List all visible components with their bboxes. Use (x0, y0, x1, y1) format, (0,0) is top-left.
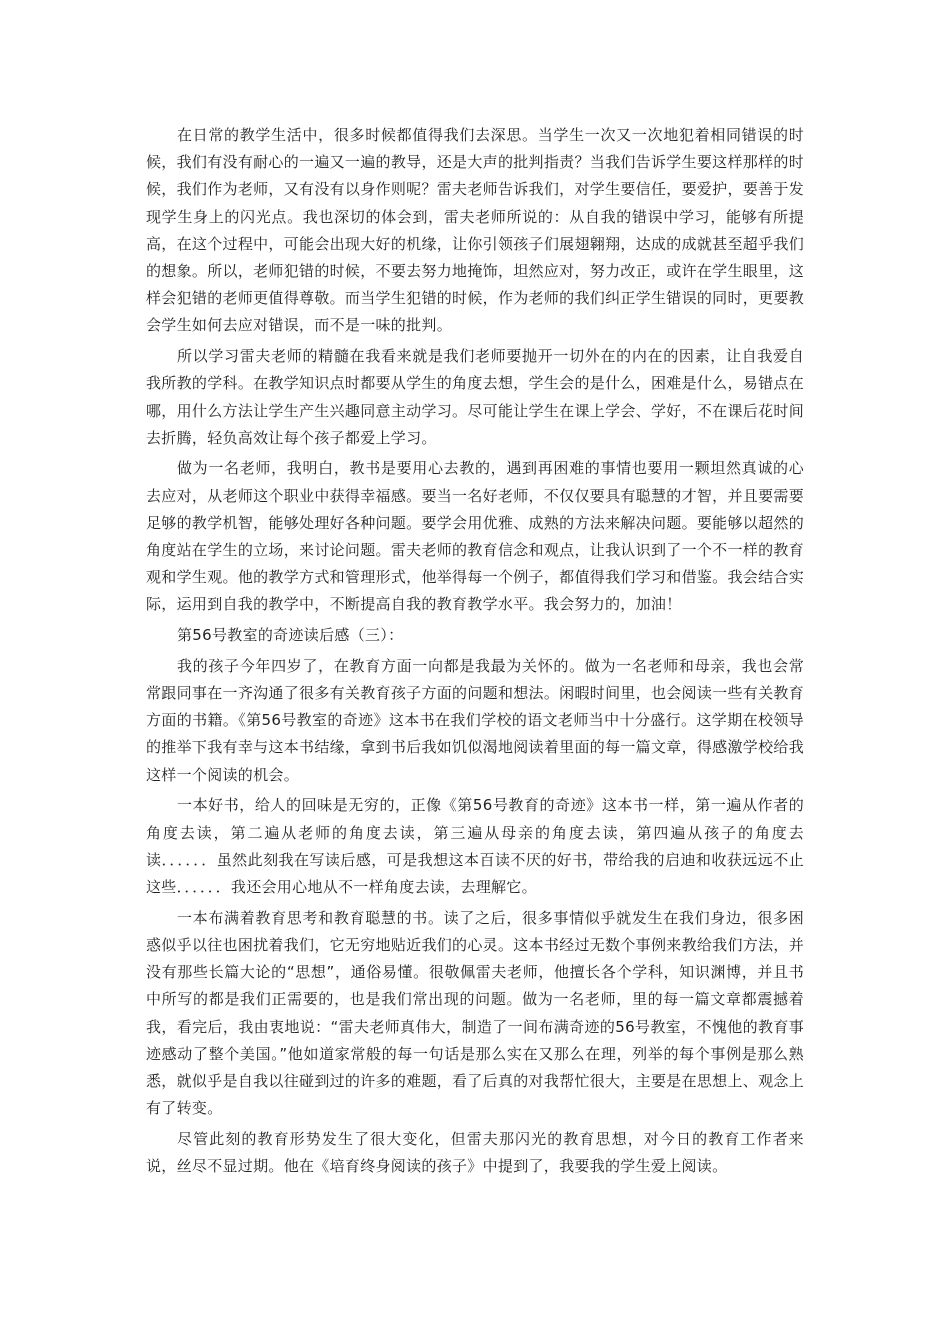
paragraph-3: 做为一名老师，我明白，教书是要用心去教的，遇到再困难的事情也要用一颗坦然真诚的心去应对，从老师这个职业中获得幸福感。要当一名好老师，不仅仅要具有聪慧的才智，并且要需要足够的教学机智，能够处理好各种问题。要学会用优雅、成熟的方法来解决问题。要能够以超然的角度站在学生的立场，来讨论问题。雷夫老师的教育信念和观点，让我认识到了一个不一样的教育观和学生观。他的教学方式和管理形式，他举得每一个例子，都值得我们学习和借鉴。我会结合实际，运用到自我的教学中，不断提高自我的教育教学水平。我会努力的，加油！ (146, 459, 804, 614)
section-heading: 第56号教室的奇迹读后感（三）： (177, 626, 404, 645)
paragraph-5: 一本好书，给人的回味是无穷的，正像《第56号教育的奇迹》这本书一样，第一遍从作者的角度去读，第二遍从老师的角度去读，第三遍从母亲的角度去读，第四遍从孩子的角度去读．．．．．．虽然此刻我在写读后感，可是我想这本百读不厌的好书，带给我的启迪和收获远远不止这些．．．．．．我还会用心地从不一样角度去读，去理解它。 (146, 796, 804, 896)
document-page (146, 122, 804, 1184)
paragraph-1: 在日常的教学生活中，很多时候都值得我们去深思。当学生一次又一次地犯着相同错误的时候，我们有没有耐心的一遍又一遍的教导，还是大声的批判指责？当我们告诉学生要这样那样的时候，我们作为老师，又有没有以身作则呢？雷夫老师告诉我们，对学生要信任，要爱护，要善于发现学生身上的闪光点。我也深切的体会到，雷夫老师所说的：从自我的错误中学习，能够有所提高，在这个过程中，可能会出现大好的机缘，让你引领孩子们展翅翱翔，达成的成就甚至超乎我们的想象。所以，老师犯错的时候，不要去努力地掩饰，坦然应对，努力改正，或许在学生眼里，这样会犯错的老师更值得尊敬。而当学生犯错的时候，作为老师的我们纠正学生错误的同时，更要教会学生如何去应对错误，而不是一味的批判。 (146, 126, 804, 335)
paragraph-4: 我的孩子今年四岁了，在教育方面一向都是我最为关怀的。做为一名老师和母亲，我也会常常跟同事在一齐沟通了很多有关教育孩子方面的问题和想法。闲暇时间里，也会阅读一些有关教育方面的书籍。《第56号教室的奇迹》这本书在我们学校的语文老师当中十分盛行。这学期在校领导的推举下我有幸与这本书结缘，拿到书后我如饥似渴地阅读着里面的每一篇文章，得感激学校给我这样一个阅读的机会。 (146, 656, 804, 784)
paragraph-2: 所以学习雷夫老师的精髓在我看来就是我们老师要抛开一切外在的内在的因素，让自我爱自我所教的学科。在教学知识点时都要从学生的角度去想，学生会的是什么，困难是什么，易错点在哪，用什么方法让学生产生兴趣同意主动学习。尽可能让学生在课上学会、学好，不在课后花时间去折腾，轻负高效让每个孩子都爱上学习。 (146, 347, 804, 447)
paragraph-6: 一本布满着教育思考和教育聪慧的书。读了之后，很多事情似乎就发生在我们身边，很多困惑似乎以往也困扰着我们，它无穷地贴近我们的心灵。这本书经过无数个事例来教给我们方法，并没有那些长篇大论的“思想”，通俗易懂。很敬佩雷夫老师，他擅长各个学科，知识渊博，并且书中所写的都是我们正需要的，也是我们常出现的问题。做为一名老师，里的每一篇文章都震撼着我，看完后，我由衷地说：“雷夫老师真伟大，制造了一间布满奇迹的56号教室，不愧他的教育事迹感动了整个美国。”他如道家常般的每一句话是那么实在又那么在理，列举的每个事例是那么熟悉，就似乎是自我以往碰到过的许多的难题，看了后真的对我帮忙很大，主要是在思想上、观念上有了转变。 (146, 908, 804, 1118)
paragraph-7: 尽管此刻的教育形势发生了很大变化，但雷夫那闪光的教育思想，对今日的教育工作者来说，丝尽不显过期。他在《培育终身阅读的孩子》中提到了，我要我的学生爱上阅读。 (146, 1129, 804, 1176)
